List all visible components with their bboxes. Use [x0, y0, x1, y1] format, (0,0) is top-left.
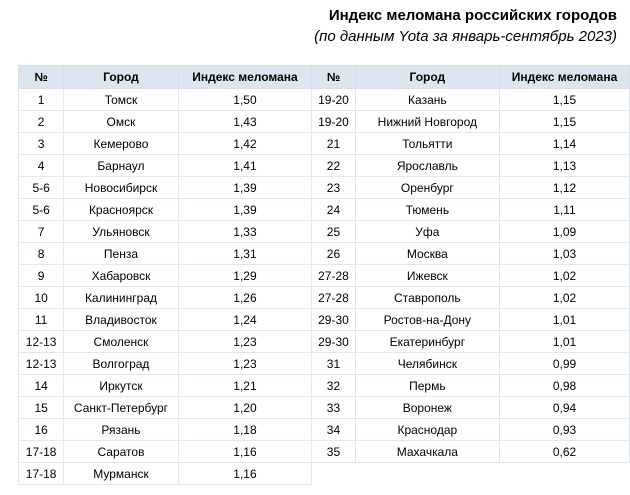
right-index-cell: 0,98	[499, 375, 629, 397]
right-empty-cell	[499, 463, 629, 485]
ratings-table	[18, 65, 630, 485]
left-city-cell: Калининград	[64, 287, 178, 309]
table-row	[19, 375, 630, 397]
left-index-cell: 1,21	[178, 375, 312, 397]
right-city-cell: Оренбург	[355, 177, 499, 199]
left-index-cell: 1,41	[178, 155, 312, 177]
table-row	[19, 287, 630, 309]
left-city-cell: Волгоград	[64, 353, 178, 375]
ratings-body	[19, 89, 630, 485]
right-index-cell: 1,01	[499, 331, 629, 353]
right-rank-cell: 35	[312, 441, 355, 463]
right-rank-cell: 34	[312, 419, 355, 441]
page-subtitle: (по данным Yota за январь-сентябрь 2023)	[314, 28, 617, 45]
table-row	[19, 441, 630, 463]
right-rank-cell: 22	[312, 155, 355, 177]
right-city-cell: Казань	[355, 89, 499, 111]
right-index-cell: 1,15	[499, 111, 629, 133]
table-row	[19, 221, 630, 243]
table-row	[19, 353, 630, 375]
left-index-cell: 1,33	[178, 221, 312, 243]
right-city-cell: Уфа	[355, 221, 499, 243]
left-index-cell: 1,50	[178, 89, 312, 111]
left-index-cell: 1,20	[178, 397, 312, 419]
table-row	[19, 89, 630, 111]
right-index-cell: 1,14	[499, 133, 629, 155]
right-empty-cell	[312, 463, 355, 485]
right-index-cell: 1,13	[499, 155, 629, 177]
right-rank-header: №	[312, 66, 355, 89]
right-rank-cell: 31	[312, 353, 355, 375]
left-index-cell: 1,29	[178, 265, 312, 287]
left-city-cell: Новосибирск	[64, 177, 178, 199]
left-rank-cell: 7	[19, 221, 64, 243]
table-row	[19, 243, 630, 265]
left-rank-cell: 12-13	[19, 353, 64, 375]
left-rank-cell: 5-6	[19, 177, 64, 199]
left-rank-cell: 17-18	[19, 463, 64, 485]
left-index-cell: 1,23	[178, 331, 312, 353]
left-index-header: Индекс меломана	[178, 66, 312, 89]
right-city-cell: Тольятти	[355, 133, 499, 155]
left-rank-cell: 9	[19, 265, 64, 287]
table-row	[19, 133, 630, 155]
left-index-cell: 1,39	[178, 199, 312, 221]
left-rank-header: №	[19, 66, 64, 89]
left-rank-cell: 2	[19, 111, 64, 133]
table-row	[19, 419, 630, 441]
right-city-cell: Пермь	[355, 375, 499, 397]
right-rank-cell: 29-30	[312, 331, 355, 353]
right-city-cell: Челябинск	[355, 353, 499, 375]
right-rank-cell: 25	[312, 221, 355, 243]
title-block	[314, 5, 617, 47]
right-city-cell: Ижевск	[355, 265, 499, 287]
left-city-cell: Ульяновск	[64, 221, 178, 243]
right-index-cell: 1,02	[499, 265, 629, 287]
left-index-cell: 1,42	[178, 133, 312, 155]
left-rank-cell: 4	[19, 155, 64, 177]
left-index-cell: 1,18	[178, 419, 312, 441]
left-rank-cell: 11	[19, 309, 64, 331]
right-city-cell: Екатеринбург	[355, 331, 499, 353]
left-index-cell: 1,31	[178, 243, 312, 265]
table-row	[19, 155, 630, 177]
left-city-header: Город	[64, 66, 178, 89]
left-city-cell: Рязань	[64, 419, 178, 441]
right-city-cell: Ростов-на-Дону	[355, 309, 499, 331]
right-index-cell: 1,01	[499, 309, 629, 331]
left-rank-cell: 1	[19, 89, 64, 111]
right-index-cell: 1,12	[499, 177, 629, 199]
right-rank-cell: 29-30	[312, 309, 355, 331]
left-rank-cell: 17-18	[19, 441, 64, 463]
table-row	[19, 177, 630, 199]
right-city-cell: Махачкала	[355, 441, 499, 463]
left-rank-cell: 3	[19, 133, 64, 155]
right-rank-cell: 24	[312, 199, 355, 221]
left-rank-cell: 16	[19, 419, 64, 441]
left-index-cell: 1,16	[178, 441, 312, 463]
table-row	[19, 265, 630, 287]
table-row	[19, 199, 630, 221]
right-index-cell: 1,15	[499, 89, 629, 111]
left-rank-cell: 8	[19, 243, 64, 265]
right-index-cell: 1,09	[499, 221, 629, 243]
right-index-cell: 0,62	[499, 441, 629, 463]
table-row	[19, 331, 630, 353]
table-row	[19, 111, 630, 133]
right-rank-cell: 19-20	[312, 111, 355, 133]
left-city-cell: Владивосток	[64, 309, 178, 331]
right-city-cell: Нижний Новгород	[355, 111, 499, 133]
right-city-cell: Тюмень	[355, 199, 499, 221]
left-city-cell: Красноярск	[64, 199, 178, 221]
right-index-cell: 0,93	[499, 419, 629, 441]
right-index-cell: 1,02	[499, 287, 629, 309]
right-rank-cell: 27-28	[312, 265, 355, 287]
left-city-cell: Мурманск	[64, 463, 178, 485]
right-rank-cell: 27-28	[312, 287, 355, 309]
left-city-cell: Пенза	[64, 243, 178, 265]
right-rank-cell: 32	[312, 375, 355, 397]
left-city-cell: Омск	[64, 111, 178, 133]
right-city-cell: Воронеж	[355, 397, 499, 419]
left-index-cell: 1,24	[178, 309, 312, 331]
right-rank-cell: 19-20	[312, 89, 355, 111]
left-city-cell: Томск	[64, 89, 178, 111]
left-city-cell: Барнаул	[64, 155, 178, 177]
table-row	[19, 397, 630, 419]
right-rank-cell: 21	[312, 133, 355, 155]
left-city-cell: Санкт-Петербург	[64, 397, 178, 419]
right-index-cell: 1,03	[499, 243, 629, 265]
left-index-cell: 1,23	[178, 353, 312, 375]
left-index-cell: 1,39	[178, 177, 312, 199]
page-title: Индекс меломана российских городов	[328, 7, 617, 24]
right-index-header: Индекс меломана	[499, 66, 629, 89]
left-city-cell: Кемерово	[64, 133, 178, 155]
right-index-cell: 0,99	[499, 353, 629, 375]
left-city-cell: Хабаровск	[64, 265, 178, 287]
right-city-cell: Москва	[355, 243, 499, 265]
left-city-cell: Саратов	[64, 441, 178, 463]
right-city-cell: Краснодар	[355, 419, 499, 441]
left-rank-cell: 14	[19, 375, 64, 397]
left-rank-cell: 10	[19, 287, 64, 309]
left-rank-cell: 12-13	[19, 331, 64, 353]
left-index-cell: 1,26	[178, 287, 312, 309]
left-index-cell: 1,16	[178, 463, 312, 485]
right-rank-cell: 26	[312, 243, 355, 265]
right-city-cell: Ставрополь	[355, 287, 499, 309]
left-rank-cell: 15	[19, 397, 64, 419]
left-index-cell: 1,43	[178, 111, 312, 133]
right-rank-cell: 33	[312, 397, 355, 419]
right-rank-cell: 23	[312, 177, 355, 199]
right-city-header: Город	[355, 66, 499, 89]
right-city-cell: Ярославль	[355, 155, 499, 177]
table-row	[19, 463, 630, 485]
table-header-row	[19, 66, 630, 89]
right-index-cell: 1,11	[499, 199, 629, 221]
left-city-cell: Иркутск	[64, 375, 178, 397]
left-rank-cell: 5-6	[19, 199, 64, 221]
right-empty-cell	[355, 463, 499, 485]
right-index-cell: 0,94	[499, 397, 629, 419]
table-row	[19, 309, 630, 331]
left-city-cell: Смоленск	[64, 331, 178, 353]
